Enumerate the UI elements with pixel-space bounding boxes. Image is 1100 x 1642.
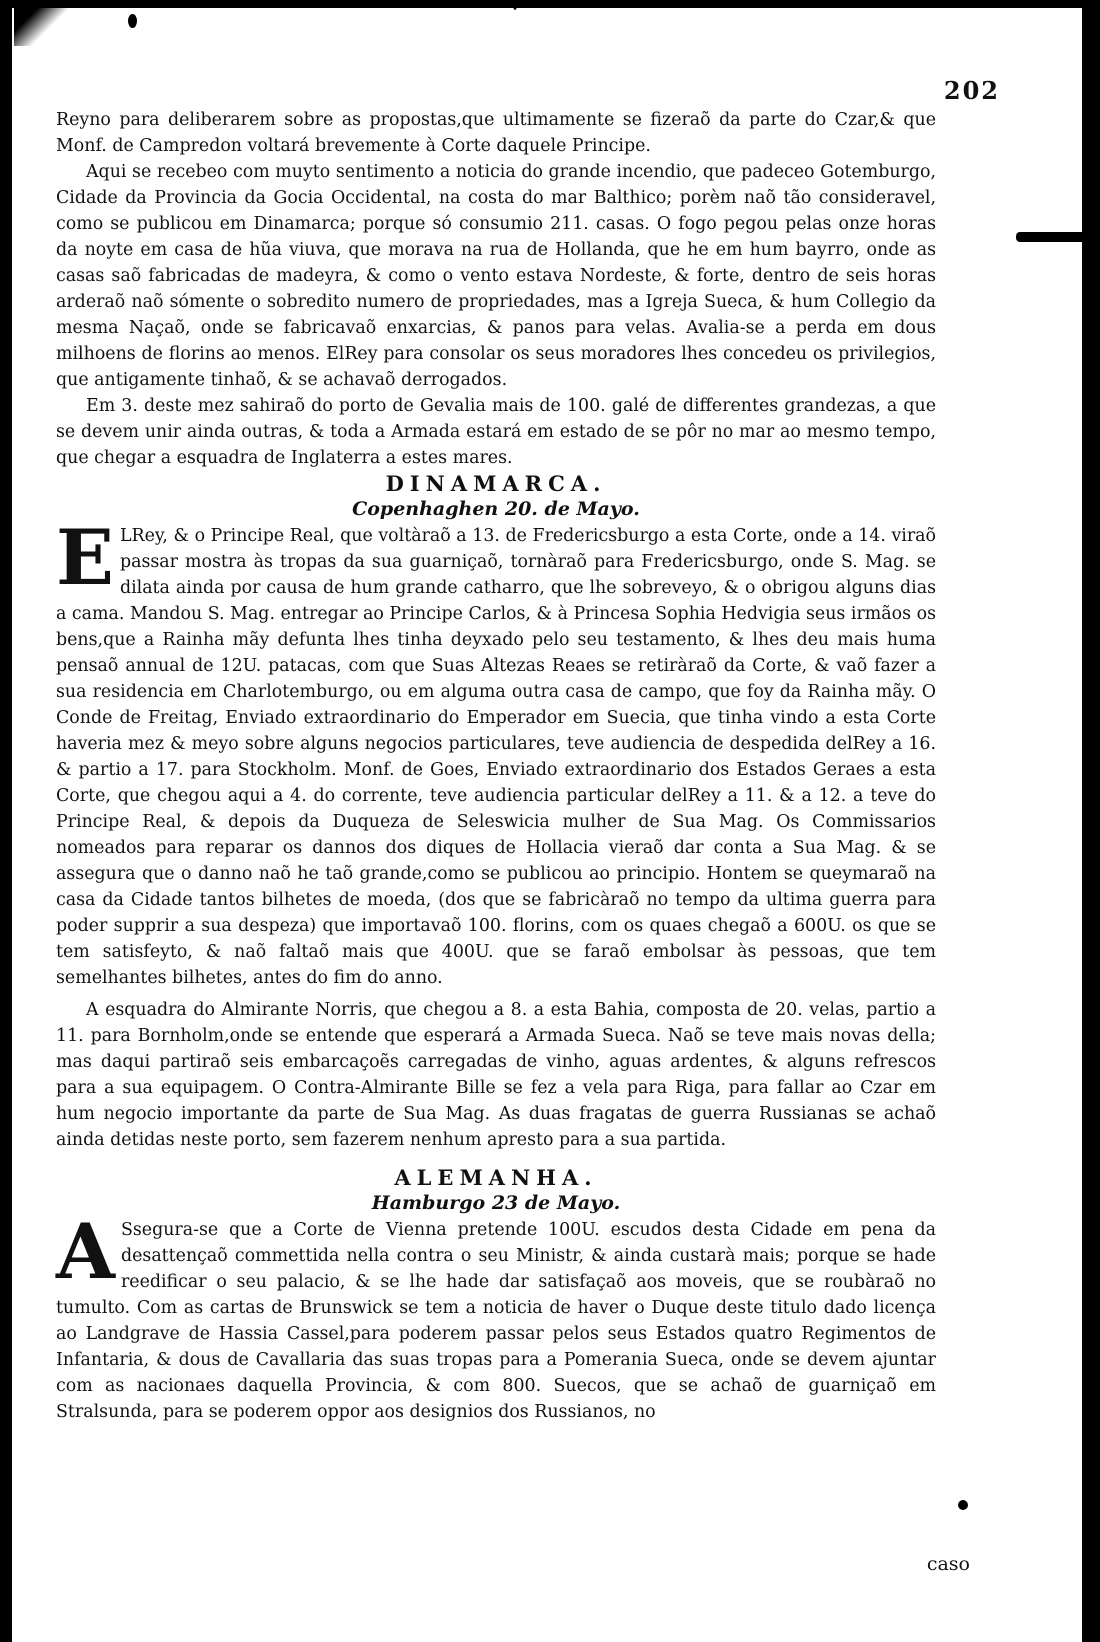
ink-blot [958,1500,968,1510]
paragraph-text: LRey, & o Principe Real, que voltàraõ a 13. de Fredericsburgo a esta Corte, onde a 14. viraõ passar mostra às tropas da sua guarniçaõ, tornàraõ para Fredericsburgo, onde S. Mag. se dilata ainda por causa de hum grande catharro, que lhe sobreveyo, & o obrigou alguns dias a cama. Mandou S. Mag. entregar ao Principe Carlos, & à Princesa Sophia Hedvigia seus irmãos os bens,que a Rainha mãy defunta lhes tinha deyxado pelo seu testamento, & lhes deu mais huma pensaõ annual de 12U. patacas, com que Suas Altezas Reaes se retiràraõ da Corte, & vaõ fazer a sua residencia em Charlotemburgo, ou em alguma outra casa de campo, que foy da Rainha mãy. O Conde de Freitag, Enviado extraordinario do Emperador em Suecia, que tinha vindo a esta Corte haveria mez & meyo sobre alguns negocios particulares, teve audiencia de despedida delRey a 16. & partio a 17. para Stockholm. Monf. de Goes, Enviado extraordinario dos Estados Geraes a esta Corte, que chegou aqui a 4. do corrente, teve audiencia particular delRey a 11. & a 12. a teve do Principe Real, & depois da Duqueza de Seleswicia mulher de Sua Mag. Os Commissarios nomeados para reparar os dannos dos diques de Hollacia vieraõ dar conta a Sua Mag. & se assegura que o danno naõ he taõ grande,como se publicou ao principio. Hontem se queymaraõ na casa da Cidade tantos bilhetes de moeda, (dos que se fabricàraõ no tempo da ultima guerra para poder supprir a sua despeza) que importavaõ 100. florins, com os quaes chegaõ a 600U. os que se tem satisfeyto, & naõ faltaõ mais que 400U. que se faraõ embolsar às pessoas, que tem semelhantes bilhetes, antes do fim do anno. [56,526,936,988]
drop-cap: A [56,1207,115,1296]
catchword: caso [926,1553,970,1575]
dateline-hamburgo: Hamburgo 23 de Mayo. [371,1192,621,1214]
scan-border-left [0,0,12,1642]
ink-blot [128,14,137,28]
paragraph: A esquadra do Almirante Norris, que chegou a 8. a esta Bahia, composta de 20. velas, partio a 11. para Bornholm,onde se entende que esperará a Armada Sueca. Naõ se teve mais novas della; mas daqui partiraõ seis embarcaçoẽs carregadas de vinho, aguas ardentes, & alguns refrescos para a sua equipagem. O Contra-Almirante Bille se fez a vela para Riga, para fallar ao Czar em hum negocio importante da parte de Sua Mag. As duas fragatas de guerra Russianas se achaõ ainda detidas neste porto, sem fazerem nenhum apresto para a sua partida. [56,1000,936,1150]
paragraph-text: Ssegura-se que a Corte de Vienna pretende 100U. escudos desta Cidade em pena da desattençaõ commettida nella contra o seu Ministr, & ainda custarà mais; porque se hade reedificar o seu palacio, & se lhe hade dar satisfaçaõ aos moveis, que se roubàraõ no tumulto. Com as cartas de Brunswick se tem a noticia de haver o Duque deste titulo dado licença ao Landgrave de Hassia Cassel,para poderem passar pelos seus Estados quatro Regimentos de Infantaria, & dous de Cavallaria das suas tropas para a Pomerania Sueca, onde se devem ajuntar com as nacionaes daquella Provincia, & com 800. Suecos, que se achaõ de guarniçaõ em Stralsunda, para se poderem oppor aos designios dos Russianos, no [56,1220,936,1422]
scan-shadow [14,0,74,46]
ink-blot [1016,232,1086,242]
paragraph: Reyno para deliberarem sobre as propostas,que ultimamente se fizeraõ da parte do Czar,& que Monf. de Campredon voltará brevemente à Corte daquele Principe. [56,110,936,156]
scan-border-top [0,0,1100,8]
paragraph: Em 3. deste mez sahiraõ do porto de Gevalia mais de 100. galé de differentes grandezas, a que se devem unir ainda outras, & toda a Armada estará em estado de se pôr no mar ao mesmo tempo, que chegar a esquadra de Inglaterra a estes mares. [56,396,936,468]
drop-cap: E [56,513,114,602]
paragraph: Aqui se recebeo com muyto sentimento a noticia do grande incendio, que padeceo Gotemburgo, Cidade da Provincia da Gocia Occidental, na costa do mar Balthico; porèm naõ tão consideravel, como se publicou em Dinamarca; porque só consumio 211. casas. O fogo pegou pelas onze horas da noyte em casa de hũa viuva, que morava na rua de Hollanda, que he em hum bayrro, onde as casas saõ fabricadas de madeyra, & como o vento estava Nordeste, & forte, dentro de seis horas arderaõ naõ sómente o sobredito numero de propriedades, mas a Igreja Sueca, & hum Collegio da mesma Naçaõ, onde se fabricavaõ enxarcias, & panos para velas. Avalia-se a perda em dous milhoens de florins ao menos. ElRey para consolar os seus moradores lhes concedeu os privilegios, que antigamente tinhaõ, & se achavaõ derrogados. [56,162,936,390]
page-number: 202 [943,76,1000,105]
section-heading-alemanha: ALEMANHA. [394,1165,598,1190]
ink-blot [513,0,517,10]
page-body [56,107,936,1425]
paragraph [56,513,936,991]
section-heading-dinamarca: DINAMARCA. [385,471,607,496]
dateline-copenhaghen: Copenhaghen 20. de Mayo. [352,498,640,520]
scan-border-right [1082,0,1100,1642]
paragraph [56,1207,936,1425]
